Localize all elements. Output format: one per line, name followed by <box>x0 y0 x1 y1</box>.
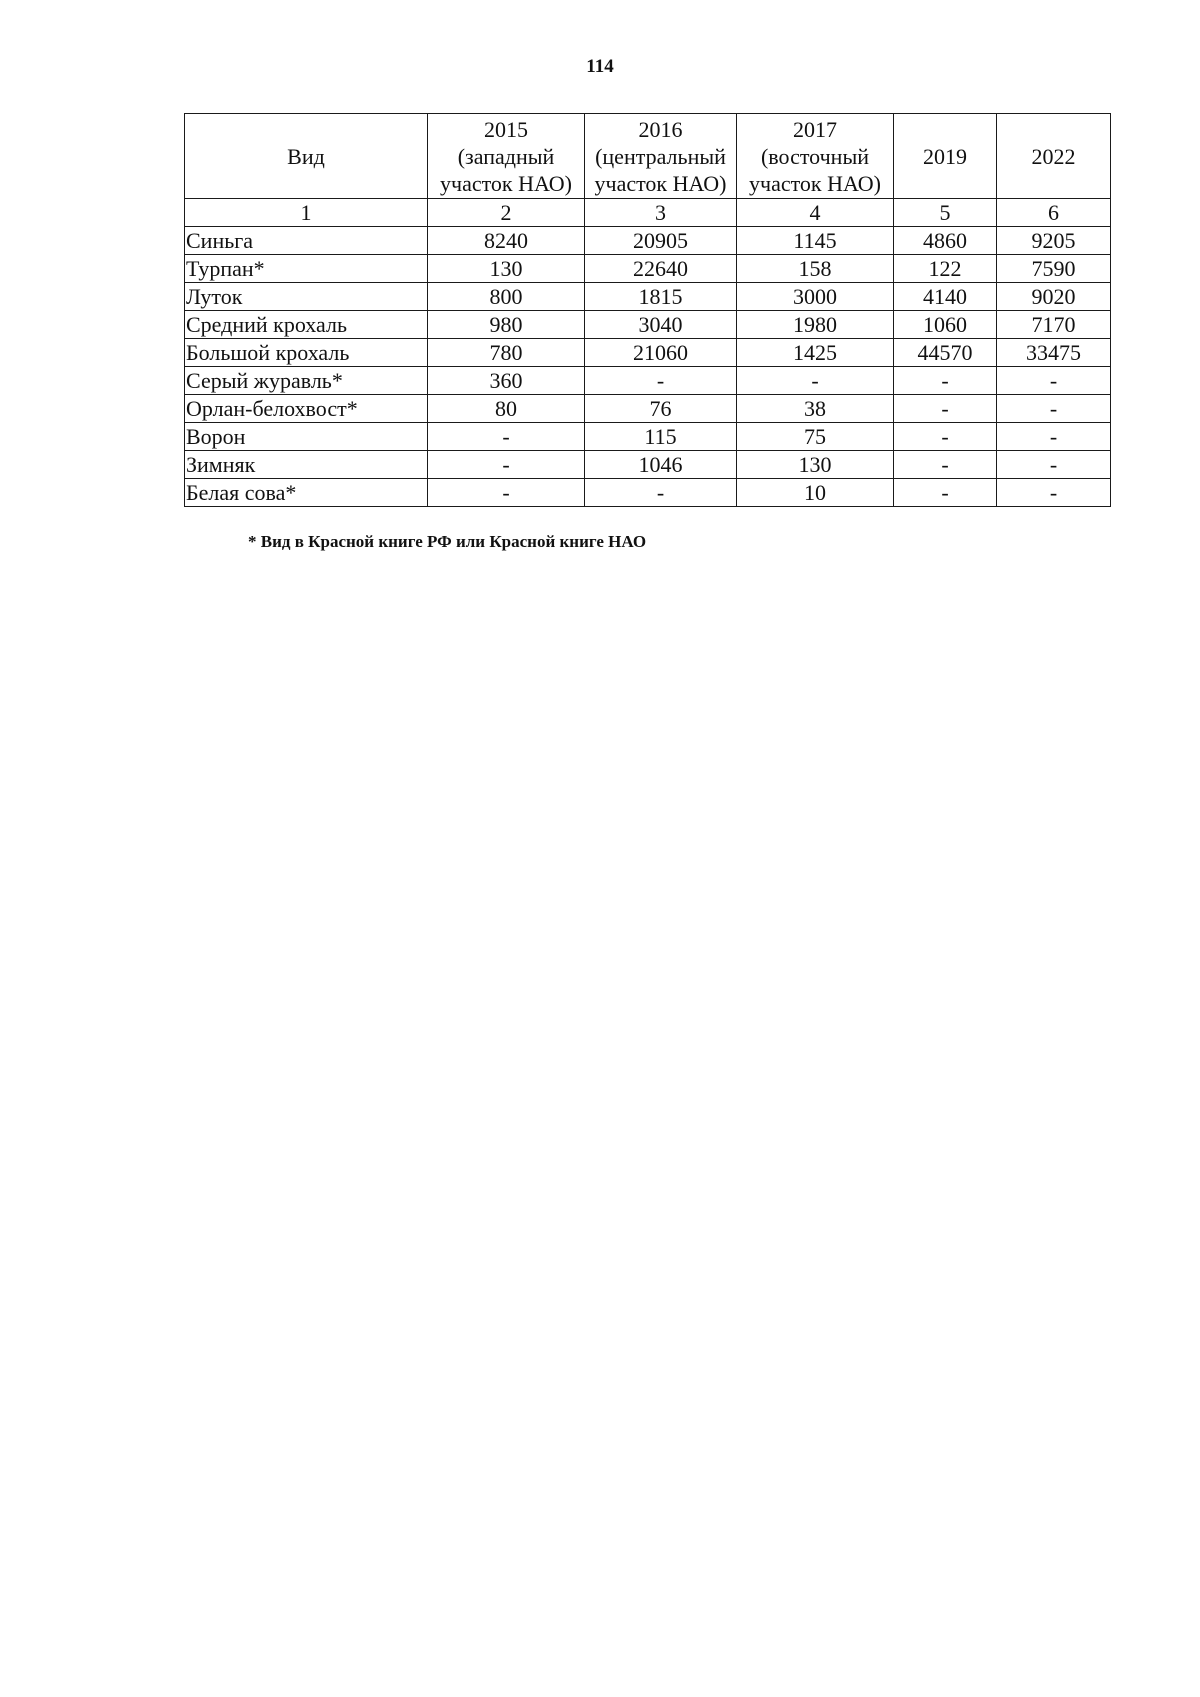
column-number: 1 <box>185 199 428 227</box>
species-name: Синьга <box>185 227 428 255</box>
column-number: 6 <box>997 199 1111 227</box>
cell-2019: 44570 <box>894 339 997 367</box>
cell-2015: 360 <box>428 367 585 395</box>
species-name: Серый журавль* <box>185 367 428 395</box>
cell-2019: 4140 <box>894 283 997 311</box>
cell-2017: - <box>737 367 894 395</box>
cell-2019: - <box>894 367 997 395</box>
column-number: 5 <box>894 199 997 227</box>
header-2019: 2019 <box>894 114 997 199</box>
cell-2016: 22640 <box>585 255 737 283</box>
header-2022: 2022 <box>997 114 1111 199</box>
header-2017: 2017 (восточный участок НАО) <box>737 114 894 199</box>
cell-2022: 33475 <box>997 339 1111 367</box>
cell-2019: - <box>894 395 997 423</box>
cell-2016: 1815 <box>585 283 737 311</box>
table-row <box>185 227 1111 255</box>
table-row <box>185 283 1111 311</box>
table-row <box>185 451 1111 479</box>
cell-2016: 1046 <box>585 451 737 479</box>
species-name: Зимняк <box>185 451 428 479</box>
cell-2016: 3040 <box>585 311 737 339</box>
cell-2022: - <box>997 451 1111 479</box>
species-name: Ворон <box>185 423 428 451</box>
cell-2022: - <box>997 423 1111 451</box>
cell-2022: 7590 <box>997 255 1111 283</box>
header-2015: 2015 (западный участок НАО) <box>428 114 585 199</box>
table-header-row <box>185 114 1111 199</box>
page-number: 114 <box>586 56 614 77</box>
cell-2017: 38 <box>737 395 894 423</box>
column-number: 3 <box>585 199 737 227</box>
cell-2015: 980 <box>428 311 585 339</box>
cell-2022: - <box>997 367 1111 395</box>
cell-2016: 20905 <box>585 227 737 255</box>
species-name: Турпан* <box>185 255 428 283</box>
cell-2022: 7170 <box>997 311 1111 339</box>
cell-2015: 780 <box>428 339 585 367</box>
cell-2022: 9020 <box>997 283 1111 311</box>
cell-2019: - <box>894 451 997 479</box>
cell-2015: - <box>428 423 585 451</box>
cell-2019: 1060 <box>894 311 997 339</box>
cell-2017: 10 <box>737 479 894 507</box>
table-row <box>185 311 1111 339</box>
cell-2017: 158 <box>737 255 894 283</box>
red-book-footnote: * Вид в Красной книге РФ или Красной книге НАО <box>248 532 647 551</box>
cell-2019: - <box>894 423 997 451</box>
cell-2017: 1980 <box>737 311 894 339</box>
cell-2017: 1145 <box>737 227 894 255</box>
cell-2015: - <box>428 479 585 507</box>
cell-2022: - <box>997 479 1111 507</box>
cell-2016: - <box>585 479 737 507</box>
cell-2015: - <box>428 451 585 479</box>
cell-2017: 1425 <box>737 339 894 367</box>
cell-2019: 4860 <box>894 227 997 255</box>
cell-2016: 21060 <box>585 339 737 367</box>
cell-2016: 76 <box>585 395 737 423</box>
header-2016: 2016 (центральный участок НАО) <box>585 114 737 199</box>
table-row <box>185 479 1111 507</box>
cell-2016: 115 <box>585 423 737 451</box>
cell-2016: - <box>585 367 737 395</box>
cell-2017: 3000 <box>737 283 894 311</box>
column-number: 2 <box>428 199 585 227</box>
cell-2019: - <box>894 479 997 507</box>
species-name: Луток <box>185 283 428 311</box>
column-number-row <box>185 199 1111 227</box>
cell-2017: 75 <box>737 423 894 451</box>
cell-2017: 130 <box>737 451 894 479</box>
cell-2015: 8240 <box>428 227 585 255</box>
cell-2019: 122 <box>894 255 997 283</box>
cell-2022: - <box>997 395 1111 423</box>
species-name: Большой крохаль <box>185 339 428 367</box>
cell-2015: 800 <box>428 283 585 311</box>
cell-2015: 130 <box>428 255 585 283</box>
header-species: Вид <box>185 114 428 199</box>
species-count-table <box>184 113 1111 507</box>
column-number: 4 <box>737 199 894 227</box>
table-row <box>185 367 1111 395</box>
table-row <box>185 395 1111 423</box>
table-row <box>185 339 1111 367</box>
cell-2022: 9205 <box>997 227 1111 255</box>
species-name: Орлан-белохвост* <box>185 395 428 423</box>
table-row <box>185 423 1111 451</box>
species-name: Белая сова* <box>185 479 428 507</box>
species-name: Средний крохаль <box>185 311 428 339</box>
table-row <box>185 255 1111 283</box>
cell-2015: 80 <box>428 395 585 423</box>
